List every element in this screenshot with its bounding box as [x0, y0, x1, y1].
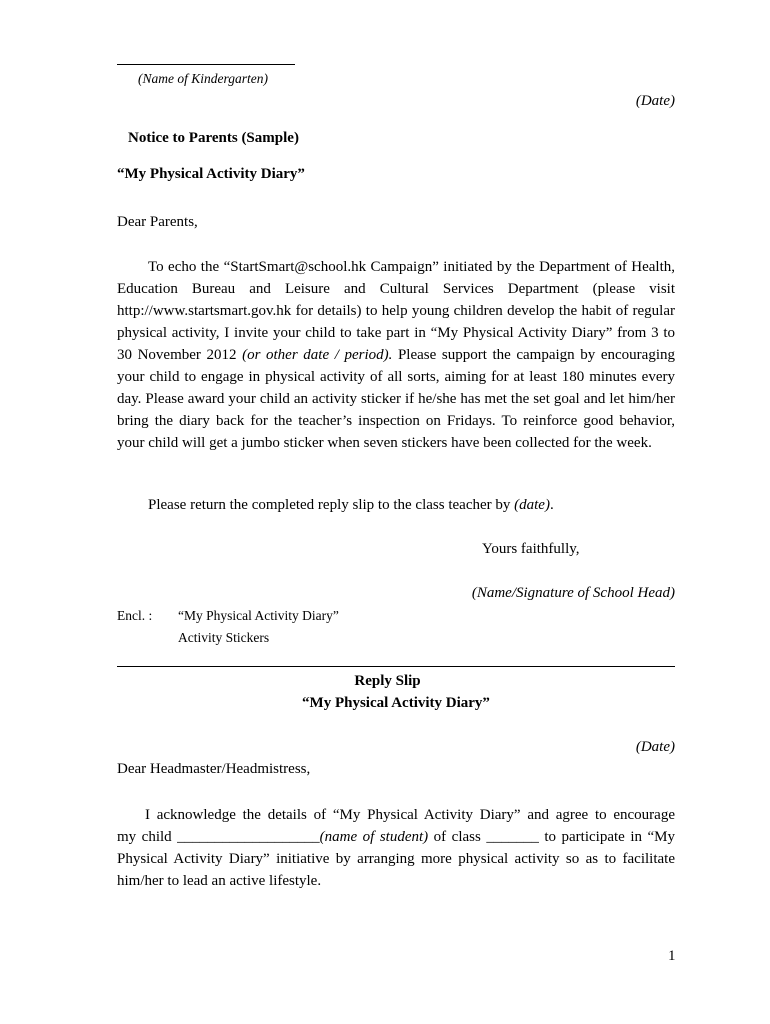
notice-body-text-c: Please support the campaign by encouraging your child to engage in physical activity of all sorts, aiming for at least 180 minutes every day. Please award your child an activity sticker if he/she has met the set goal and let him/her bring the diary back for the teacher’s inspection on Fridays. To reinforce good behavior, your child will get a jumbo sticker when seven stickers have been collected for the week.	[117, 347, 675, 451]
notice-date: (Date)	[635, 93, 675, 109]
reply-line-4: him/her to lead an active lifestyle.	[117, 873, 322, 889]
page-number: 1	[668, 948, 676, 964]
enclosure-label: Encl. :	[117, 608, 153, 623]
reply-class-text: of class _______ to participate in “My	[428, 829, 675, 845]
enclosure-item: “My Physical Activity Diary”	[178, 608, 339, 623]
notice-body-date-note: (or other date / period).	[242, 347, 393, 363]
notice-body-paragraph	[117, 256, 675, 454]
reply-name-of-student: (name of student)	[319, 829, 429, 845]
kindergarten-name-underline	[117, 64, 295, 65]
reply-line-2	[117, 826, 675, 848]
reply-salutation: Dear Headmaster/Headmistress,	[117, 761, 311, 777]
reply-slip-divider	[117, 666, 675, 667]
reply-title: Reply Slip	[354, 673, 421, 689]
kindergarten-name-label: (Name of Kindergarten)	[138, 71, 268, 86]
reply-line-1: I acknowledge the details of “My Physical Activity Diary” and agree to encourage	[145, 807, 675, 823]
return-text: Please return the completed reply slip to the class teacher by	[148, 497, 515, 513]
notice-salutation: Dear Parents,	[117, 214, 198, 230]
return-date: (date)	[514, 497, 550, 513]
reply-line-3: Physical Activity Diary” initiative by arranging more physical activity so as to facilitate	[117, 851, 675, 867]
notice-body-text-a: To echo the “StartSmart@school.hk Campaign” initiated by the Department of Health, Education Bureau and Leisure and Cultural Services Department (please visit http://www.startsmart.gov.hk for details) to help young children develop the habit of regular physical activity, I invite your child to take part in “My Physical Activity Diary” from 3 to 30 November 2012	[117, 259, 675, 363]
signature-line: (Name/Signature of School Head)	[471, 585, 675, 601]
notice-title: Notice to Parents (Sample)	[128, 130, 299, 146]
return-period: .	[549, 497, 554, 513]
enclosure-item: Activity Stickers	[178, 630, 270, 645]
return-instruction	[148, 497, 554, 514]
reply-date: (Date)	[635, 739, 675, 755]
reply-subtitle: “My Physical Activity Diary”	[302, 695, 490, 711]
notice-subtitle: “My Physical Activity Diary”	[117, 166, 305, 182]
closing-text: Yours faithfully,	[482, 541, 580, 557]
reply-child-text: my child ___________________	[117, 829, 320, 845]
